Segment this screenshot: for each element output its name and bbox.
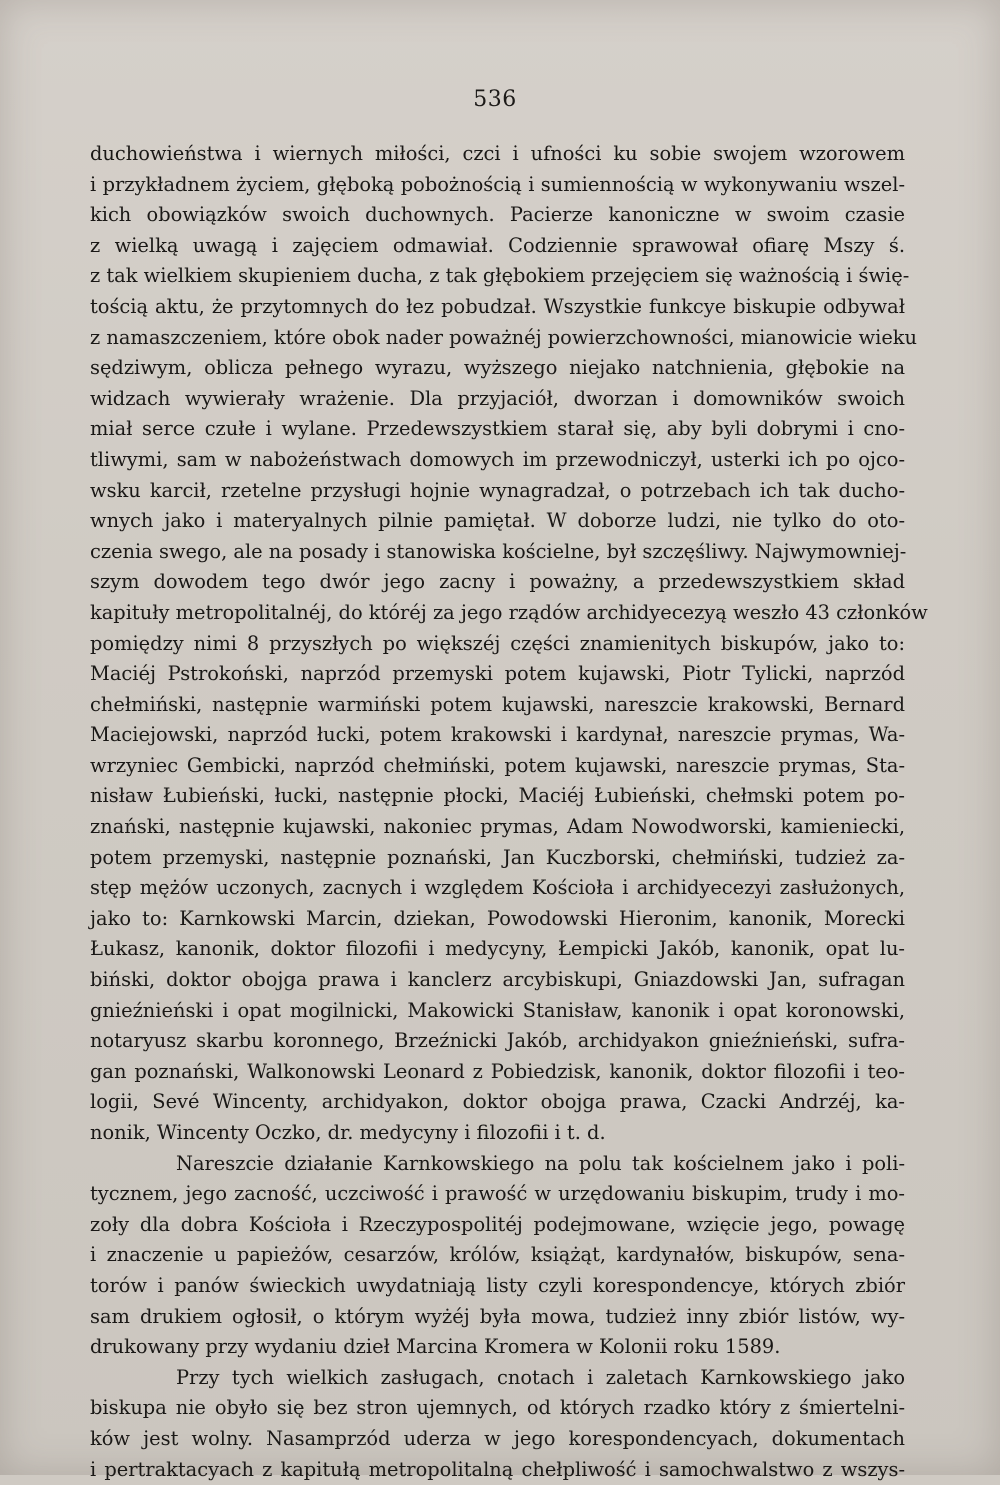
text-line: znański, następnie kujawski, nakoniec prymas, Adam Nowodworski, kamieniecki, (90, 815, 905, 839)
text-line: nonik, Wincenty Oczko, dr. medycyny i filozofii i t. d. (90, 1121, 606, 1144)
text-line: widzach wywierały wrażenie. Dla przyjaciół, dworzan i domowników swoich (90, 386, 905, 410)
text-line: chełmiński, następnie warmiński potem kujawski, nareszcie krakowski, Bernard (90, 692, 905, 716)
text-line: wrzyniec Gembicki, naprzód chełmiński, potem kujawski, nareszcie prymas, Sta- (90, 753, 905, 777)
text-line: Maciejowski, naprzód łucki, potem krakowski i kardynał, nareszcie prymas, Wa- (90, 723, 905, 747)
text-line: i przykładnem życiem, głęboką pobożnością i sumiennością w wykonywaniu wszel- (90, 172, 905, 196)
text-line: zoły dla dobra Kościoła i Rzeczypospolitéj podejmowane, wzięcie jego, powagę (90, 1212, 905, 1236)
text-line: Nareszcie działanie Karnkowskiego na polu tak kościelnem jako i poli- (176, 1151, 905, 1175)
text-line: notaryusz skarbu koronnego, Brzeźnicki Jakób, archidyakon gnieźnieński, sufra- (90, 1029, 905, 1053)
text-line: ków jest wolny. Nasamprzód uderza w jego korespondencyach, dokumentach (90, 1426, 905, 1450)
text-line: sam drukiem ogłosił, o którym wyżéj była mowa, tudzież inny zbiór listów, wy- (90, 1304, 905, 1328)
text-line: wsku karcił, rzetelne przysługi hojnie wynagradzał, o potrzebach ich tak ducho- (90, 478, 905, 502)
text-line: miał serce czułe i wylane. Przedewszystkiem starał się, aby byli dobrymi i cno- (90, 417, 905, 441)
text-line: z wielką uwagą i zajęciem odmawiał. Codziennie sprawował ofiarę Mszy ś. (90, 233, 905, 257)
paragraph (90, 139, 928, 1149)
text-line: biński, doktor obojga prawa i kanclerz arcybiskupi, Gniazdowski Jan, sufragan (90, 968, 905, 992)
text-line: i pertraktacyach z kapitułą metropolitalną chełpliwość i samochwalstwo z wszys- (90, 1457, 905, 1481)
text-line: kich obowiązków swoich duchownych. Pacierze kanoniczne w swoim czasie (90, 203, 905, 227)
text-line: torów i panów świeckich uwydatniają listy czyli korespondencye, których zbiór (90, 1273, 905, 1297)
text-line: nisław Łubieński, łucki, następnie płocki, Maciéj Łubieński, chełmski potem po- (90, 784, 905, 808)
paragraph (90, 1363, 905, 1485)
text-line: gnieźnieński i opat mogilnicki, Makowicki Stanisław, kanonik i opat koronowski, (90, 998, 905, 1022)
paragraph (90, 1149, 905, 1363)
text-line: drukowany przy wydaniu dzieł Marcina Kromera w Kolonii roku 1589. (90, 1335, 781, 1359)
page-number: 536 (473, 87, 517, 112)
text-line: sędziwym, oblicza pełnego wyrazu, wyższego niejako natchnienia, głębokie na (90, 356, 905, 380)
text-line: stęp mężów uczonych, zacnych i względem Kościoła i archidyecezyi zasłużonych, (90, 876, 905, 900)
text-line: wnych jako i materyalnych pilnie pamiętał. W doborze ludzi, nie tylko do oto- (90, 509, 905, 533)
text-line: tycznem, jego zacność, uczciwość i prawość w urzędowaniu biskupim, trudy i mo- (90, 1182, 905, 1206)
text-line: Przy tych wielkich zasługach, cnotach i zaletach Karnkowskiego jako (176, 1365, 905, 1389)
text-line: Maciéj Pstrokoński, naprzód przemyski potem kujawski, Piotr Tylicki, naprzód (90, 662, 905, 686)
text-line: potem przemyski, następnie poznański, Jan Kuczborski, chełmiński, tudzież za- (90, 845, 905, 869)
text-line: gan poznański, Walkonowski Leonard z Pobiedzisk, kanonik, doktor filozofii i teo- (90, 1059, 905, 1083)
text-line: Łukasz, kanonik, doktor filozofii i medycyny, Łempicki Jakób, kanonik, opat lu- (90, 937, 905, 961)
text-line: z namaszczeniem, które obok nader poważnéj powierzchowności, mianowicie wieku (90, 325, 918, 349)
text-line: szym dowodem tego dwór jego zacny i poważny, a przedewszystkiem skład (90, 570, 905, 594)
text-line: kapituły metropolitalnéj, do któréj za jego rządów archidyecezyą weszło 43 członków (90, 600, 928, 624)
text-line: i znaczenie u papieżów, cesarzów, królów, książąt, kardynałów, biskupów, sena- (90, 1243, 905, 1267)
text-line: pomiędzy nimi 8 przyszłych po większéj części znamienitych biskupów, jako to: (90, 631, 905, 655)
text-line: tością aktu, że przytomnych do łez pobudzał. Wszystkie funkcye biskupie odbywał (90, 294, 905, 318)
text-line: biskupa nie obyło się bez stron ujemnych, od których rzadko który z śmiertelni- (90, 1396, 905, 1420)
text-line: czenia swego, ale na posady i stanowiska kościelne, był szczęśliwy. Najwymowniej- (90, 539, 907, 563)
text-line: logii, Sevé Wincenty, archidyakon, doktor obojga prawa, Czacki Andrzéj, ka- (90, 1090, 905, 1114)
text-line: tliwymi, sam w nabożeństwach domowych im przewodniczył, usterki ich po ojco- (90, 447, 905, 471)
body-text (90, 139, 928, 1485)
text-line: duchowieństwa i wiernych miłości, czci i ufności ku sobie swojem wzorowem (90, 142, 905, 165)
text-line: jako to: Karnkowski Marcin, dziekan, Powodowski Hieronim, kanonik, Morecki (90, 906, 905, 930)
text-line: z tak wielkiem skupieniem ducha, z tak głębokiem przejęciem się ważnością i świę- (90, 264, 910, 288)
